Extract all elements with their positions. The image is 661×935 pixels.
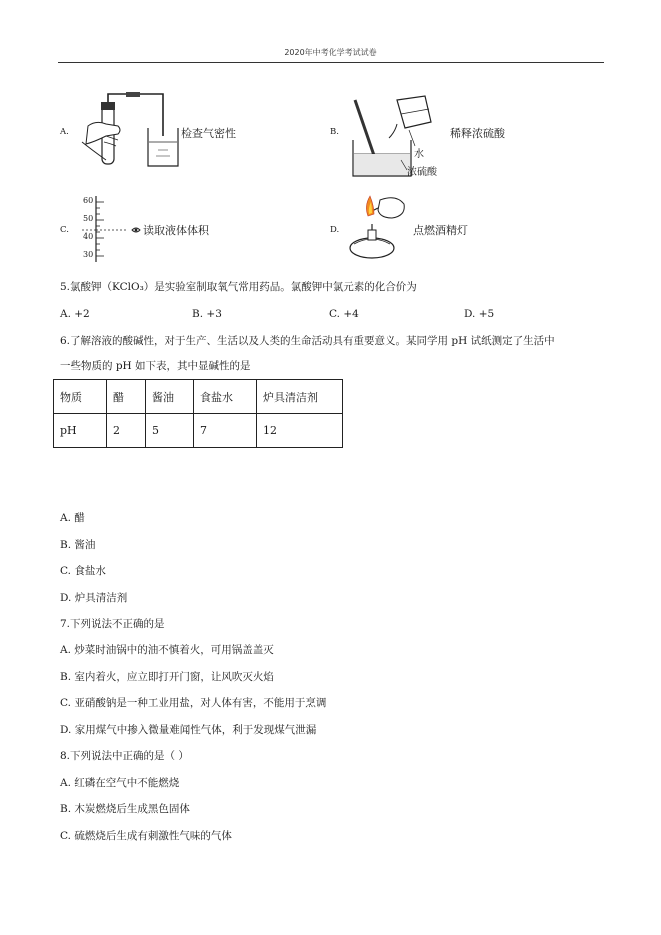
cylinder-tick-40: 40 [83, 232, 94, 241]
q5-option-a: A. +2 [60, 308, 90, 320]
ph-table [53, 379, 343, 448]
q8-option-c: C. 硫燃烧后生成有刺激性气味的气体 [60, 830, 232, 842]
header-rule [58, 62, 604, 63]
q4-option-c-caption: 读取液体体积 [143, 224, 209, 237]
q8-stem: 8.下列说法中正确的是（ ） [60, 750, 189, 762]
q4-option-c-letter: C. [60, 225, 69, 235]
table-row [54, 380, 343, 414]
q4-option-d-caption: 点燃酒精灯 [413, 224, 468, 237]
q7-option-a: A. 炒菜时油锅中的油不慎着火，可用锅盖盖灭 [60, 644, 274, 656]
table-cell: 2 [107, 414, 146, 448]
q7-option-b: B. 室内着火，应立即打开门窗，让风吹灭火焰 [60, 671, 274, 683]
q7-stem: 7.下列说法不正确的是 [60, 618, 165, 630]
label-concentrated-acid: 浓硫酸 [407, 167, 437, 178]
table-cell: 7 [194, 414, 257, 448]
airtightness-apparatus-figure [78, 90, 188, 178]
cylinder-tick-30: 30 [83, 250, 94, 259]
q8-option-a: A. 红磷在空气中不能燃烧 [60, 777, 180, 789]
q4-option-b-letter: B. [330, 127, 339, 137]
q4-option-d-letter: D. [330, 225, 340, 235]
table-cell: 酱油 [146, 380, 194, 414]
q5-option-c: C. +4 [329, 308, 359, 320]
table-cell: pH [54, 414, 107, 448]
q8-option-b: B. 木炭燃烧后生成黑色固体 [60, 803, 190, 815]
table-cell: 物质 [54, 380, 107, 414]
q5-option-b: B. +3 [192, 308, 222, 320]
table-cell: 醋 [107, 380, 146, 414]
alcohol-lamp-figure [344, 190, 414, 264]
table-cell: 5 [146, 414, 194, 448]
q4-option-b-caption: 稀释浓硫酸 [450, 127, 505, 140]
table-row [54, 414, 343, 448]
q4-option-a-letter: A. [60, 127, 69, 137]
cylinder-tick-50: 50 [83, 214, 94, 223]
q5-stem: 5.氯酸钾（KClO₃）是实验室制取氧气常用药品。氯酸钾中氯元素的化合价为 [60, 281, 417, 293]
cylinder-tick-60: 60 [83, 196, 94, 205]
q6-stem-line1: 6.了解溶液的酸碱性，对于生产、生活以及人类的生命活动具有重要意义。某同学用 pH 试纸测定了生活中 [60, 335, 555, 347]
q6-option-d: D. 炉具清洁剂 [60, 592, 128, 604]
q6-option-a: A. 醋 [60, 512, 85, 524]
table-cell: 炉具清洁剂 [257, 380, 343, 414]
q6-option-b: B. 酱油 [60, 539, 96, 551]
q5-option-d: D. +5 [464, 308, 495, 320]
q7-option-d: D. 家用煤气中掺入微量难闻性气体，利于发现煤气泄漏 [60, 724, 317, 736]
q6-option-c: C. 食盐水 [60, 565, 106, 577]
table-cell: 12 [257, 414, 343, 448]
q7-option-c: C. 亚硝酸钠是一种工业用盐，对人体有害，不能用于烹调 [60, 697, 327, 709]
page-header-title: 2020年中考化学考试试卷 [284, 48, 377, 57]
q4-option-a-caption: 检查气密性 [181, 127, 236, 140]
table-cell: 食盐水 [194, 380, 257, 414]
label-water: 水 [414, 149, 424, 160]
q6-stem-line2: 一些物质的 pH 如下表，其中显碱性的是 [60, 360, 251, 372]
